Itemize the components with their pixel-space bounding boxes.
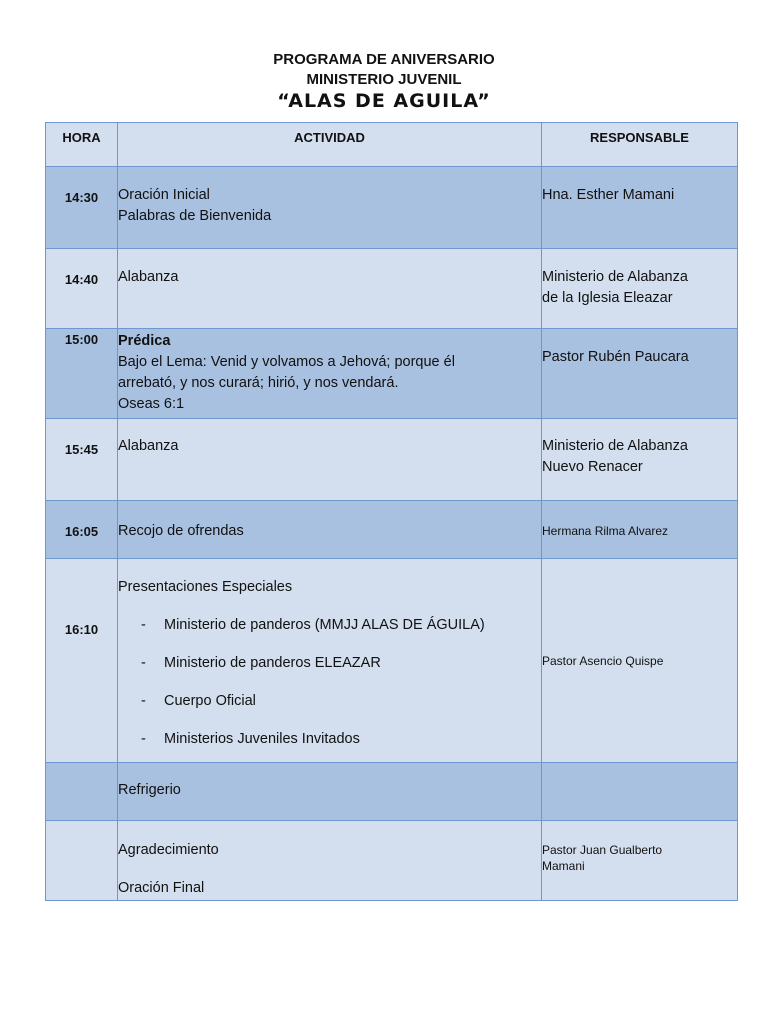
ministry-name: MINISTERIO JUVENIL bbox=[306, 71, 462, 88]
responsable-line: de la Iglesia Eleazar bbox=[542, 290, 673, 306]
responsable-line: Pastor Juan Gualberto bbox=[542, 843, 663, 857]
activity-line: arrebató, y nos curará; hirió, y nos vendará. bbox=[118, 375, 399, 391]
program-table bbox=[45, 122, 738, 901]
table-row bbox=[46, 167, 738, 249]
table-row bbox=[46, 501, 738, 559]
row-responsable bbox=[542, 821, 738, 901]
row-responsable: Hna. Esther Mamani bbox=[542, 167, 738, 249]
row-hora: 15:00 bbox=[46, 329, 118, 419]
responsable-line: Ministerio de Alabanza bbox=[542, 269, 688, 285]
table-row bbox=[46, 419, 738, 501]
table-row bbox=[46, 329, 738, 419]
row-actividad bbox=[118, 167, 542, 249]
header-actividad: ACTIVIDAD bbox=[118, 123, 542, 167]
responsable-line: Ministerio de Alabanza bbox=[542, 438, 688, 454]
list-item: - Ministerio de panderos (MMJJ ALAS DE ÁGUILA) bbox=[118, 615, 541, 636]
table-row bbox=[46, 559, 738, 763]
row-actividad bbox=[118, 821, 542, 901]
responsable-line: Nuevo Renacer bbox=[542, 459, 643, 475]
row-responsable: Pastor Rubén Paucara bbox=[542, 329, 738, 419]
list-item: - Cuerpo Oficial bbox=[118, 691, 541, 712]
document-header bbox=[0, 50, 768, 112]
table-row bbox=[46, 763, 738, 821]
row-actividad: Alabanza bbox=[118, 249, 542, 329]
activity-title: Prédica bbox=[118, 333, 171, 349]
row-hora: 14:40 bbox=[46, 249, 118, 329]
bullet-dash: - bbox=[141, 655, 146, 671]
responsable-line: Mamani bbox=[542, 859, 585, 873]
activity-line: Palabras de Bienvenida bbox=[118, 208, 272, 224]
row-actividad bbox=[118, 559, 542, 763]
program-title: PROGRAMA DE ANIVERSARIO bbox=[273, 51, 495, 68]
list-item: - Ministerios Juveniles Invitados bbox=[118, 729, 541, 750]
table-row bbox=[46, 821, 738, 901]
activity-line: Oseas 6:1 bbox=[118, 396, 185, 412]
bullet-dash: - bbox=[141, 617, 146, 633]
row-hora: 16:10 bbox=[46, 559, 118, 763]
table-header-row bbox=[46, 123, 738, 167]
row-actividad: Recojo de ofrendas bbox=[118, 501, 542, 559]
row-responsable: Pastor Asencio Quispe bbox=[542, 559, 738, 763]
table-row bbox=[46, 249, 738, 329]
row-responsable bbox=[542, 419, 738, 501]
row-responsable bbox=[542, 763, 738, 821]
list-item: - Ministerio de panderos ELEAZAR bbox=[118, 653, 541, 674]
event-name: “ALAS DE AGUILA” bbox=[277, 90, 491, 112]
row-actividad bbox=[118, 329, 542, 419]
row-hora bbox=[46, 763, 118, 821]
row-hora bbox=[46, 821, 118, 901]
bullet-dash: - bbox=[141, 731, 146, 747]
row-responsable bbox=[542, 249, 738, 329]
row-actividad: Refrigerio bbox=[118, 763, 542, 821]
bullet-dash: - bbox=[141, 693, 146, 709]
row-responsable: Hermana Rilma Alvarez bbox=[542, 501, 738, 559]
activity-line: Oración Final bbox=[118, 880, 205, 896]
row-hora: 15:45 bbox=[46, 419, 118, 501]
header-hora: HORA bbox=[46, 123, 118, 167]
header-responsable: RESPONSABLE bbox=[542, 123, 738, 167]
row-actividad: Alabanza bbox=[118, 419, 542, 501]
row-hora: 14:30 bbox=[46, 167, 118, 249]
activity-line: Bajo el Lema: Venid y volvamos a Jehová; porque él bbox=[118, 354, 455, 370]
row-hora: 16:05 bbox=[46, 501, 118, 559]
activity-title: Presentaciones Especiales bbox=[118, 579, 293, 595]
activity-line: Oración Inicial bbox=[118, 187, 210, 203]
activity-line: Agradecimiento bbox=[118, 842, 219, 858]
